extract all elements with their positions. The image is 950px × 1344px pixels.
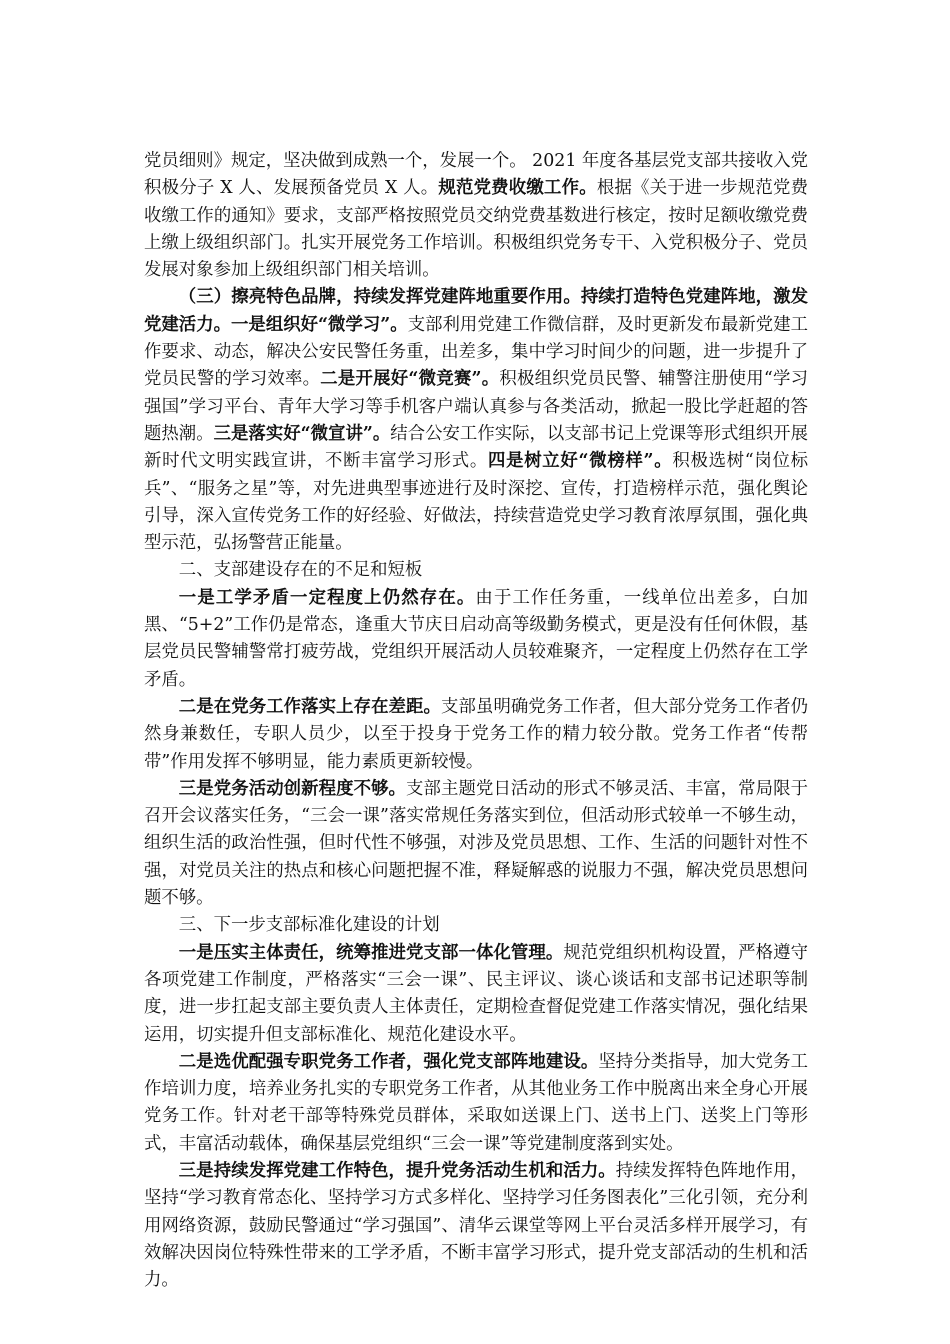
bold-lead: 三是持续发挥党建工作特色，提升党务活动生机和活力。 [178,1160,616,1181]
bold-lead: 二是开展好“微竞赛”。 [320,369,500,390]
bold-lead: 一是压实主体责任，统筹推进党支部一体化管理。 [178,942,564,963]
paragraph-text: 支部主题党日活动的形式不够灵活、丰富，常局限于召开会议落实任务，“三会一课”落实常规任务落实到位，但活动形式较单一不够生动，组织生活的政治性强，但时代性不够强，对涉及党员思想、工作、生活的问题针对性不强，对党员关注的热点和核心问题把握不准，释疑解惑的说服力不强，解决党员思想问题不够。 [144,778,808,909]
bold-lead: 规范党费收缴工作。 [438,178,597,199]
paragraph-responsibility [144,940,808,1049]
document-body [144,148,808,1294]
paragraph-party-fee [144,148,808,284]
paragraph-work-study-conflict [144,585,808,694]
bold-lead: 四是树立好“微榜样”。 [487,451,673,472]
section-heading-3: 三、下一步支部标准化建设的计划 [178,915,440,936]
paragraph-text: 规范党组织机构设置，严格遵守各项党建工作制度，严格落实“三会一课”、民主评议、谈心谈话和支部书记述职等制度，进一步扛起支部主要负责人主体责任，定期检查督促党建工作落实情况，强化结果运用，切实提升但支部标准化、规范化建设水平。 [144,942,808,1045]
bold-lead: 三是落实好“微宣讲”。 [213,423,391,444]
paragraph-text: 坚持分类指导，加大党务工作培训力度，培养业务扎实的专职党务工作者，从其他业务工作中脱离出来全身心开展党务工作。针对老干部等特殊党员群体，采取如送课上门、送书上门、送奖上门等形式，丰富活动载体，确保基层党组织“三会一课”等党建制度落到实处。 [144,1051,808,1154]
bold-lead: 二是选优配强专职党务工作者，强化党支部阵地建设。 [178,1051,599,1072]
paragraph-text: 持续发挥特色阵地作用，坚持“学习教育常态化、坚持学习方式多样化、坚持学习任务图表化”三化引领，充分利用网络资源，鼓励民警通过“学习强国”、清华云课堂等网上平台灵活多样开展学习，有效解决因岗位特殊性带来的工学矛盾，不断丰富学习形式，提升党支部活动的生机和活力。 [144,1160,808,1291]
paragraph-text: 根据《关于进一步规范党费收缴工作的通知》要求，支部严格按照党员交纳党费基数进行核定，按时足额收缴党费上缴上级组织部门。扎实开展党务工作培训。积极组织党务专干、入党积极分子、党员发展对象参加上级组织部门相关培训。 [144,178,808,281]
bold-lead: 三是党务活动创新程度不够。 [178,778,407,799]
section-heading-2: 二、支部建设存在的不足和短板 [178,560,423,581]
paragraph-text: 积极组织党员民警、辅警注册使用“学习强国”学习平台、青年大学习等手机客户端认真参与各类活动，掀起一股比学赶超的答题热潮。 [144,369,808,444]
bold-lead: 二是在党务工作落实上存在差距。 [178,696,441,717]
paragraph-innovation-lacking [144,776,808,912]
paragraph-text: 支部利用党建工作微信群，及时更新发布最新党建工作要求、动态，解决公安民警任务重，出差多，集中学习时间少的问题，进一步提升了党员民警的学习效率。 [144,314,808,390]
bold-lead: （三）擦亮特色品牌，持续发挥党建阵地重要作用。持续打造特色党建阵地，激发党建活力。一是组织好“微学习”。 [144,287,808,335]
paragraph-text: 党员细则》规定，坚决做到成熟一个，发展一个。 2021 年度各基层党支部共接收入党积极分子 X 人、发展预备党员 X 人。 [144,151,808,199]
paragraph-text: 结合公安工作实际，以支部书记上党课等形式组织开展新时代文明实践宣讲，不断丰富学习形式。 [144,423,808,472]
bold-lead: 一是工学矛盾一定程度上仍然存在。 [178,587,476,608]
paragraph-text: 由于工作任务重，一线单位出差多，白加黑、“5+2”工作仍是常态，逢重大节庆日启动高等级勤务模式，更是没有任何休假，基层党员民警辅警常打疲劳战，党组织开展活动人员较难聚齐，一定程度上仍然存在工学矛盾。 [144,587,808,690]
paragraph-party-work-gap [144,694,808,776]
paragraph-staffing [144,1049,808,1158]
paragraph-text: 支部虽明确党务工作者，但大部分党务工作者仍然身兼数任，专职人员少，以至于投身于党务工作的精力较分散。党务工作者“传帮带”作用发挥不够明显，能力素质更新较慢。 [144,696,808,772]
paragraph-brand-building [144,284,808,557]
paragraph-characteristics [144,1158,808,1294]
paragraph-text: 积极选树“岗位标兵”、“服务之星”等，对先进典型事迹进行及时深挖、宣传，打造榜样示范，强化舆论引导，深入宣传党务工作的好经验、好做法，持续营造党史学习教育浓厚氛围，强化典型示范，弘扬警营正能量。 [144,451,808,554]
